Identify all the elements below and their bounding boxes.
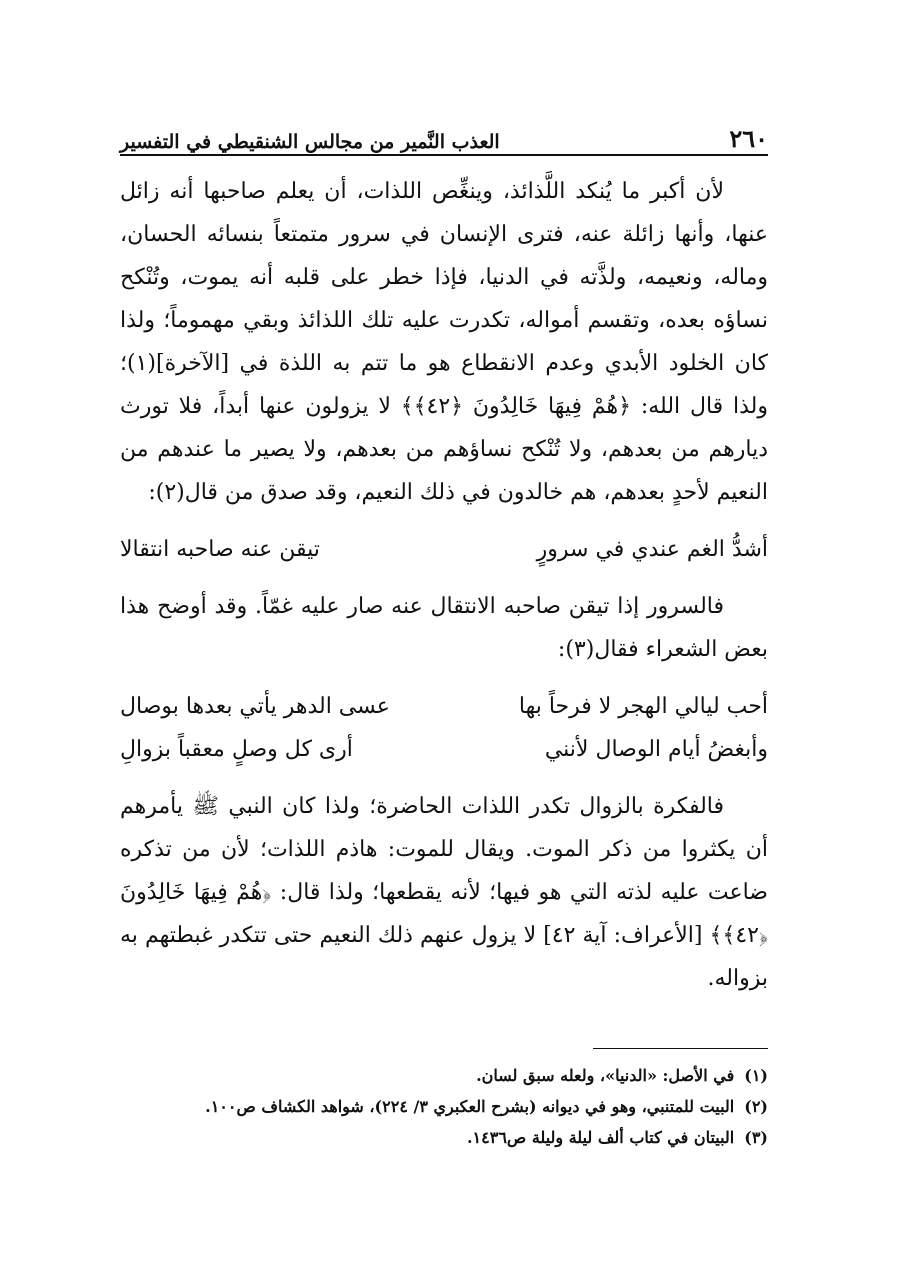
footnote-text: البيتان في كتاب ألف ليلة وليلة ص١٤٣٦. bbox=[466, 1128, 735, 1147]
text-line: ﴿هُمْ فِيهَا خَالِدُونَ ﴿٤٢﴾﴾ [الأعراف: آية ٤٢] لا يزول عنهم ذلك النعيم bbox=[120, 880, 768, 948]
second-hemistich: أرى كل وصلٍ معقباً بزوالِ bbox=[120, 737, 353, 762]
verse-line bbox=[120, 728, 768, 771]
footnote-text: البيت للمتنبي، وهو في ديوانه (بشرح العكبري ٣/ ٢٢٤)، شواهد الكشاف ص١٠٠. bbox=[205, 1097, 735, 1116]
paragraph-1 bbox=[120, 170, 768, 514]
text-line: خالدون في ذلك النعيم، وقد صدق من قال(٢): bbox=[148, 480, 564, 505]
footnote-text: في الأصل: «الدنيا»، ولعله سبق لسان. bbox=[476, 1066, 735, 1085]
book-page bbox=[120, 0, 768, 1271]
first-hemistich: وأبغضُ أيام الوصال لأنني bbox=[544, 737, 768, 762]
text-line: فالسرور إذا تيقن صاحبه الانتقال عنه صار عليه غمّاً. وقد bbox=[214, 594, 724, 619]
second-hemistich: عسى الدهر يأتي بعدها بوصال bbox=[120, 694, 390, 719]
footnote-number: (٢) bbox=[744, 1097, 768, 1116]
text-line: يموت، وتُنْكح نساؤه بعده، وتقسم أمواله، تكدرت عليه تلك bbox=[120, 265, 768, 333]
text-line: اللذائذ وبقي مهموماً؛ ولذا كان الخلود الأبدي وعدم الانقطاع هو ما bbox=[120, 308, 768, 376]
paragraph-3 bbox=[120, 785, 768, 1000]
footnotes bbox=[120, 1060, 768, 1153]
text-line: الحسان، وماله، ونعيمه، ولذَّته في الدنيا، فإذا خطر على قلبه أنه bbox=[120, 222, 769, 290]
running-header bbox=[120, 117, 768, 153]
text-line: أوضح هذا بعض الشعراء فقال(٣): bbox=[120, 594, 768, 662]
text-line: لأن أكبر ما يُنكد اللَّذائذ، وينغِّص اللذات، أن يعلم صاحبها أنه زائل bbox=[120, 179, 724, 204]
text-line: لا يزولون عنها أبداً، فلا تورث ديارهم من بعدهم، ولا تُنْكح bbox=[120, 394, 769, 462]
verse-block-1 bbox=[120, 528, 768, 571]
footnote-2 bbox=[120, 1091, 768, 1122]
first-hemistich: أشدُّ الغم عندي في سرورٍ bbox=[536, 537, 768, 562]
main-text bbox=[120, 170, 768, 1000]
page-number: ٢٦٠ bbox=[729, 124, 768, 153]
text-line: تتم به اللذة في [الآخرة](١)؛ ولذا قال الله: ﴿هُمْ فِيهَا خَالِدُونَ ﴿٤٢﴾﴾ bbox=[120, 351, 768, 419]
first-hemistich: أحب ليالي الهجر لا فرحاً بها bbox=[518, 694, 768, 719]
text-line: فالفكرة بالزوال تكدر اللذات الحاضرة؛ ولذا كان النبي ﷺ bbox=[192, 794, 725, 819]
footnote-number: (١) bbox=[744, 1066, 768, 1085]
verse-line bbox=[120, 685, 768, 728]
footnote-1 bbox=[120, 1060, 768, 1091]
second-hemistich: تيقن عنه صاحبه انتقالا bbox=[120, 537, 320, 562]
header-rule bbox=[120, 154, 768, 156]
footnote-number: (٣) bbox=[744, 1128, 768, 1147]
book-title: العذب النَّمير من مجالس الشنقيطي في التفسير bbox=[120, 131, 500, 153]
text-line: يأمرهم أن يكثروا من ذكر الموت. ويقال للموت: هاذم اللذات؛ لأن bbox=[120, 794, 768, 862]
text-line: من تذكره ضاعت عليه لذته التي هو فيها؛ لأنه يقطعها؛ ولذا قال: bbox=[120, 837, 768, 905]
verse-block-2 bbox=[120, 685, 768, 771]
text-line: عنها، وأنها زائلة عنه، فترى الإنسان في سرور متمتعاً بنسائه bbox=[206, 222, 769, 247]
text-line: نساؤهم من بعدهم، ولا يصير ما عندهم من النعيم لأحدٍ بعدهم، هم bbox=[120, 437, 768, 505]
footnote-separator bbox=[593, 1048, 768, 1049]
footnote-3 bbox=[120, 1122, 768, 1153]
paragraph-2 bbox=[120, 585, 768, 671]
text-line: حتى تتكدر غبطتهم به بزواله. bbox=[120, 923, 768, 991]
verse-line bbox=[120, 528, 768, 571]
